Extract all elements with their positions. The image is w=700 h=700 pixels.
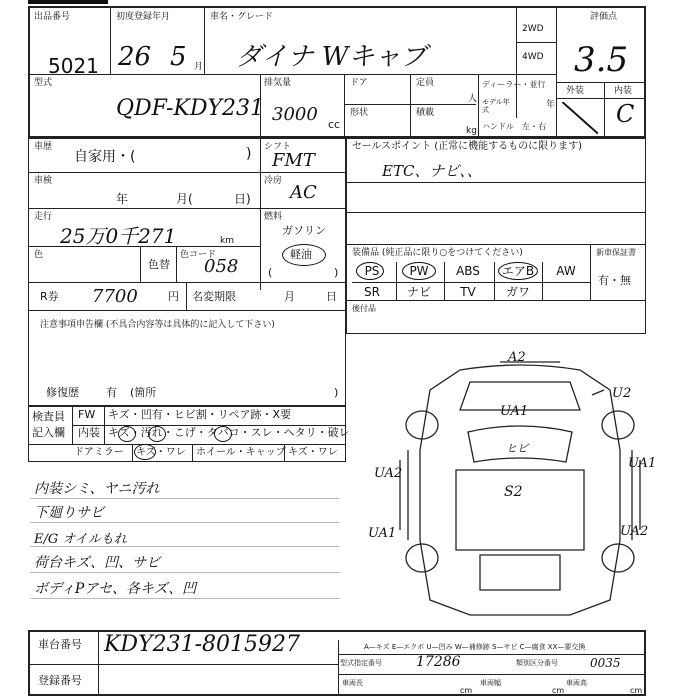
repair-close: ) — [334, 386, 339, 399]
certified-label: 型式指定番号 — [340, 659, 382, 667]
divider — [444, 262, 445, 300]
drive-2wd: 2WD — [522, 24, 544, 34]
car-name: ダイナ Wキャブ — [236, 42, 427, 72]
divider — [338, 640, 339, 696]
score-value: 3.5 — [574, 40, 629, 80]
class-value: 0035 — [590, 656, 621, 670]
inspector-label-2: 記入欄 — [32, 426, 65, 439]
equip-airbag: エアB — [501, 264, 535, 278]
divider — [556, 98, 646, 99]
divider — [192, 444, 193, 462]
mark-ua2-right: UA2 — [620, 524, 649, 539]
displacement-unit: cc — [328, 118, 341, 131]
mark-u2: U2 — [612, 386, 632, 401]
height-unit: cm — [630, 686, 643, 695]
mark-hibi: ヒビ — [506, 442, 528, 455]
divider — [260, 208, 346, 209]
door-label: ドア — [350, 78, 368, 88]
length-unit: cm — [460, 686, 473, 695]
divider — [346, 212, 646, 213]
reg-year: 26 — [118, 42, 152, 72]
equip-pw: PW — [409, 264, 429, 278]
score-label: 評価点 — [590, 12, 618, 22]
mark-circle — [118, 426, 136, 442]
divider — [28, 282, 346, 283]
sub-item-mirror-dmg: キズ・ワレ — [136, 447, 186, 458]
height-label: 車両高 — [566, 679, 587, 687]
name-change-label: 名変期限 — [192, 290, 236, 303]
divider — [260, 172, 346, 173]
width-unit: cm — [552, 686, 565, 695]
load-unit: kg — [466, 126, 477, 136]
interior-label: 内装 — [614, 86, 633, 96]
mark-circle — [214, 426, 232, 442]
notes-label: 注意事項申告欄 (不具合内容等は具体的に記入して下さい) — [40, 320, 275, 330]
interior-items-label: 内装 — [78, 426, 100, 439]
divider — [28, 444, 346, 445]
divider — [346, 182, 646, 183]
handle-label: ハンドル — [482, 122, 514, 131]
drive-4wd: 4WD — [522, 52, 544, 62]
history-close: ) — [246, 146, 252, 162]
note-2: 下廻りサビ — [34, 505, 104, 521]
capacity-unit: 人 — [468, 94, 478, 104]
divider — [338, 674, 646, 675]
divider — [396, 262, 397, 300]
divider — [28, 74, 556, 75]
divider — [132, 444, 133, 462]
equip-gawa: ガワ — [505, 285, 530, 299]
interior-items: キズ・汚れ・こげ・タバコ・スレ・ヘタリ・破レ — [108, 426, 350, 439]
interior-grade: C — [616, 100, 635, 128]
warranty-options: 有・無 — [598, 274, 631, 287]
exterior-slash — [562, 102, 598, 134]
load-label: 積載 — [416, 108, 435, 118]
mark-ua1-left: UA1 — [368, 526, 397, 541]
left-side — [400, 450, 408, 540]
handle-options: 左・右 — [522, 122, 546, 131]
model-year-label: モデル年式 — [482, 98, 510, 114]
equip-ps-circle — [356, 262, 384, 280]
fw-label: FW — [78, 408, 96, 421]
sub-item-wheel: ホイール・キャップ — [196, 447, 286, 458]
divider — [494, 262, 495, 300]
mark-ua1-top: UA1 — [500, 404, 529, 419]
mark-circle — [148, 426, 166, 442]
shape-label: 形状 — [350, 108, 369, 118]
left-frame — [28, 138, 346, 406]
lot-label: 出品番号 — [34, 12, 71, 22]
name-change-day: 日 — [326, 290, 337, 303]
divider — [556, 6, 557, 138]
equip-abs: ABS — [456, 264, 480, 278]
color-code: 058 — [204, 256, 239, 277]
repair-place: (箇所 — [130, 386, 157, 399]
lot-number: 5021 — [48, 54, 99, 78]
color-label: 色 — [34, 250, 44, 260]
divider — [338, 654, 646, 655]
divider — [410, 74, 411, 138]
rear-bed — [480, 555, 560, 590]
capacity-label: 定員 — [416, 78, 435, 88]
fuel-diesel-circle — [282, 244, 326, 266]
displacement-value: 3000 — [272, 104, 318, 125]
inspection-month: 月( — [176, 192, 193, 206]
model-value: QDF-KDY231 — [116, 96, 264, 121]
divider — [478, 74, 479, 138]
divider — [260, 74, 261, 138]
dealer-label: ディーラー・並行 — [482, 80, 546, 89]
shift-label: シフト — [264, 142, 292, 152]
mark-circle — [134, 444, 156, 460]
divider — [140, 246, 141, 282]
equip-navi: ナビ — [406, 285, 431, 299]
mark-ua2-left: UA2 — [374, 466, 403, 481]
top-tab — [28, 0, 108, 4]
note-1: 内装シミ、ヤニ汚れ — [34, 481, 160, 497]
fuel-diesel: 軽油 — [290, 248, 312, 261]
mileage-label: 走行 — [34, 212, 53, 222]
name-change-month: 月 — [284, 290, 295, 303]
divider — [260, 138, 261, 290]
divider — [590, 244, 591, 300]
equip-aw: AW — [556, 264, 576, 278]
paren-close: ) — [334, 266, 339, 279]
color-code-label: 色コード — [180, 250, 217, 260]
divider — [346, 300, 646, 301]
recycle-label: R券 — [40, 290, 59, 303]
note-rule — [30, 522, 340, 523]
divider — [28, 208, 260, 209]
note-rule — [30, 572, 340, 573]
divider — [516, 42, 556, 43]
equip-ps: PS — [364, 264, 380, 278]
inspection-label: 車検 — [34, 176, 53, 186]
fuel-label: 燃料 — [264, 212, 283, 222]
divider — [110, 6, 111, 74]
divider — [204, 6, 205, 74]
ac-value: AC — [290, 182, 317, 203]
divider — [346, 244, 646, 245]
divider — [604, 82, 605, 138]
sales-value: ETC、ナビ、、 — [382, 162, 482, 180]
sub-item-mirror: ドアミラー — [74, 447, 124, 458]
equip-tv: TV — [460, 285, 476, 299]
divider — [542, 262, 543, 300]
note-4: 荷台キズ、凹、サビ — [34, 555, 161, 571]
note-rule — [30, 498, 340, 499]
fw-items: キズ・凹有・ヒビ割・リペア跡・X要 — [108, 408, 292, 421]
car-name-label: 車名・グレード — [210, 12, 274, 22]
new-warranty-label: 新車保証書 — [596, 248, 636, 257]
mileage-value: 25万0千271 — [60, 224, 177, 248]
fuel-value: ガソリン — [282, 224, 326, 237]
reg-month-unit: 月 — [194, 62, 204, 72]
note-5: ボディPアセ、各キズ、凹 — [34, 581, 197, 597]
divider — [98, 630, 99, 696]
divider — [28, 664, 338, 665]
mark-a2-top: A2 — [508, 350, 526, 365]
ac-label: 冷房 — [264, 176, 283, 186]
recycle-value: 7700 — [92, 286, 138, 307]
width-label: 車両幅 — [480, 679, 501, 687]
note-rule — [30, 598, 340, 599]
equip-pw-circle — [402, 262, 436, 280]
exterior-label: 外装 — [566, 86, 585, 96]
repair-label: 修復歴 — [46, 386, 79, 399]
registration-label: 登録番号 — [38, 674, 82, 687]
after-label: 後付品 — [352, 304, 376, 313]
note-3: E/G オイルもれ — [34, 532, 127, 547]
sub-item-wheel-dmg: キズ・ワレ — [288, 447, 338, 458]
recycle-unit: 円 — [168, 290, 179, 303]
paren-open: ( — [268, 266, 273, 279]
divider — [28, 310, 346, 311]
equip-airbag-circle — [498, 262, 538, 280]
divider — [556, 82, 646, 83]
divider — [28, 246, 260, 247]
shift-value: FMT — [272, 150, 315, 171]
repair-value: 有 — [106, 386, 117, 399]
mark-ua1-right: UA1 — [628, 456, 657, 471]
length-label: 車両長 — [342, 679, 363, 687]
sales-label: セールスポイント (正常に機能するものに限ります) — [352, 141, 583, 152]
legend: A—キズ E—エクボ U—凹み W—補修跡 S—サビ C—腐食 XX—要交換 — [364, 643, 586, 651]
history-label: 車歴 — [34, 142, 53, 152]
history-value: 自家用・( — [74, 149, 136, 165]
divider — [344, 74, 345, 138]
inspection-year: 年 — [116, 192, 129, 206]
divider — [516, 6, 517, 118]
certified-value: 17286 — [416, 654, 461, 670]
equip-sr: SR — [364, 285, 380, 299]
inspection-day: 日) — [234, 192, 251, 206]
chassis-label: 車台番号 — [38, 638, 82, 651]
divider — [186, 282, 187, 310]
divider — [176, 246, 177, 282]
inspector-label-1: 検査員 — [32, 410, 65, 423]
divider — [284, 444, 285, 462]
mileage-unit: km — [220, 236, 234, 246]
divider — [28, 172, 260, 173]
model-year-unit: 年 — [546, 100, 556, 110]
chassis-value: KDY231-8015927 — [104, 632, 301, 657]
cargo-bed — [456, 470, 584, 550]
color-change-label: 色替 — [148, 258, 170, 271]
displacement-label: 排気量 — [264, 78, 292, 88]
mark-s2: S2 — [504, 484, 523, 500]
reg-month: 5 — [170, 42, 187, 72]
class-label: 類別区分番号 — [516, 659, 558, 667]
model-label: 型式 — [34, 78, 53, 88]
reg-label: 初度登録年月 — [116, 12, 171, 22]
equipment-label: 装備品 (純正品に限り○をつけてください) — [352, 248, 523, 258]
